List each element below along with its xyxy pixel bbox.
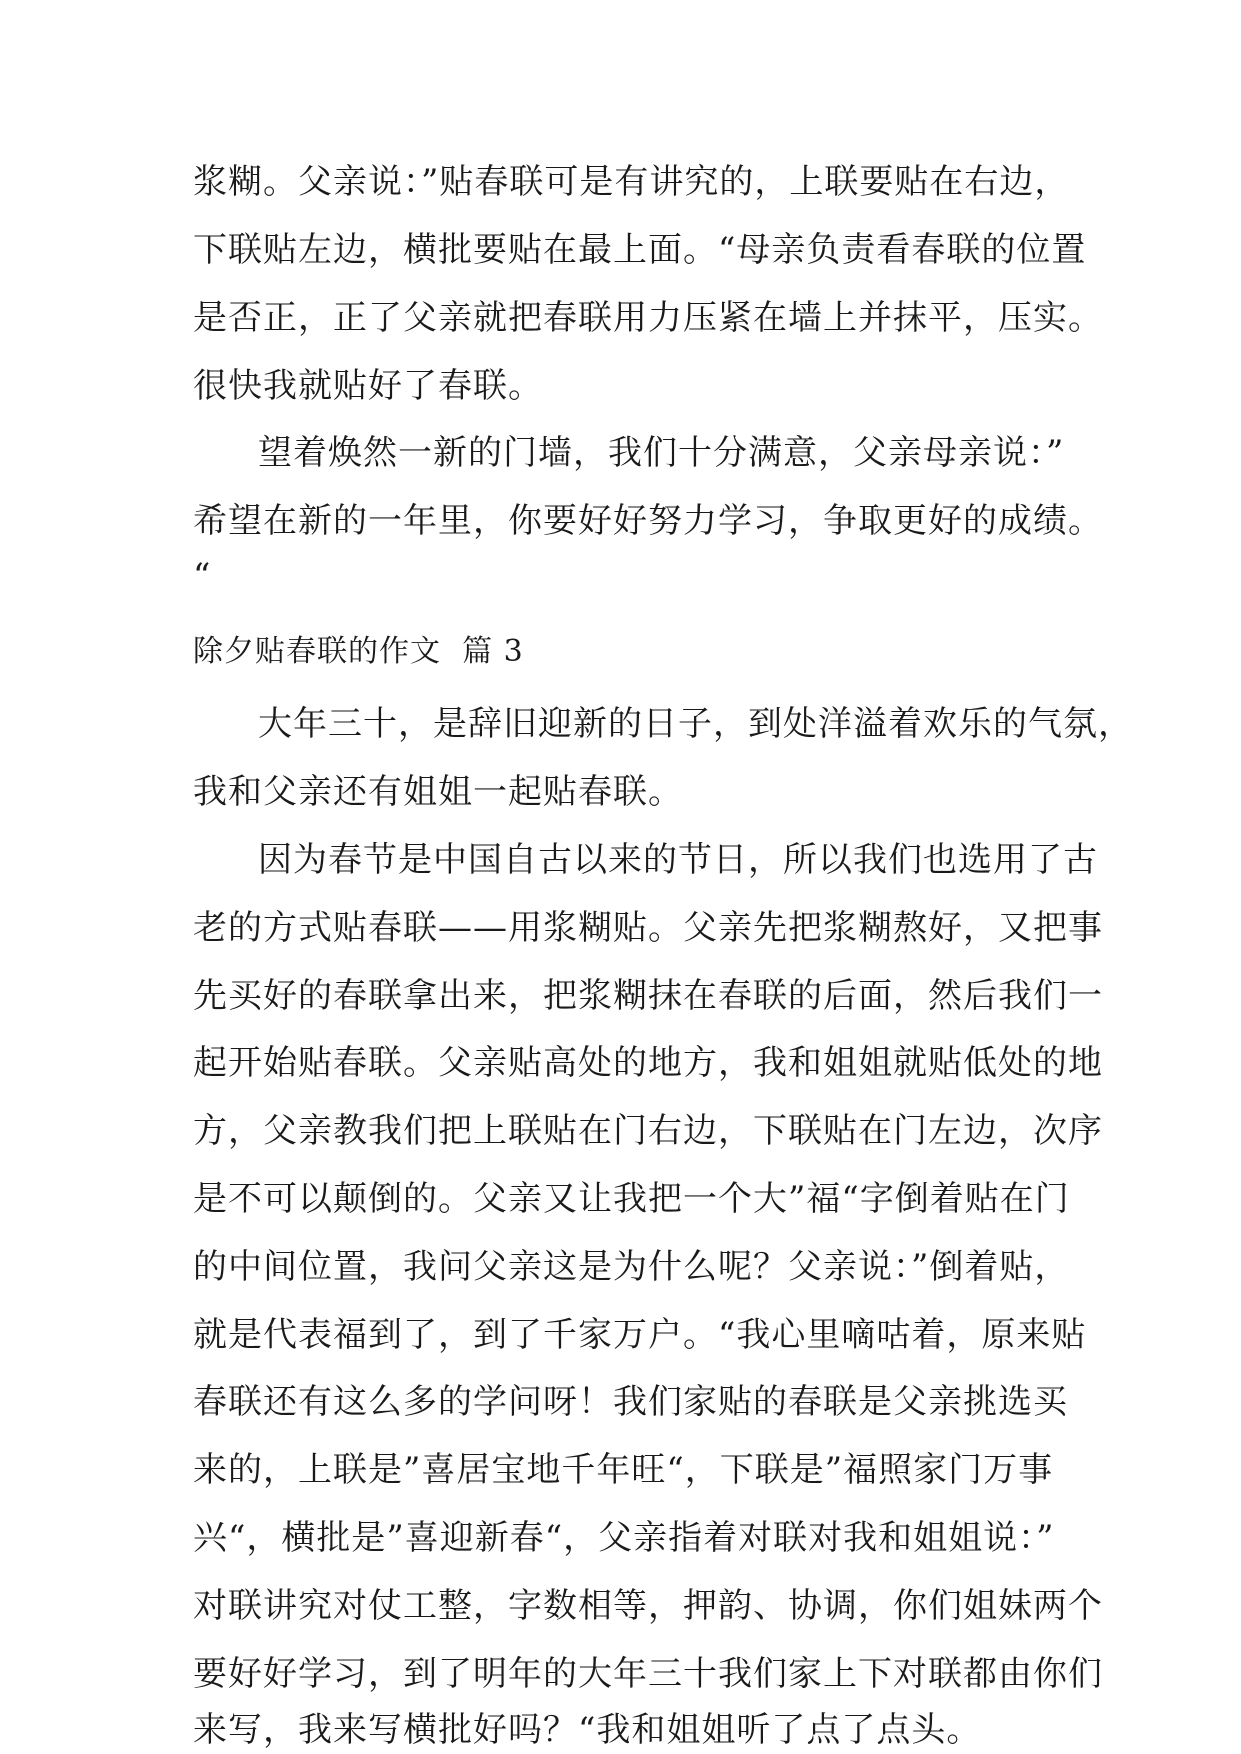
paragraph-line: 要好好学习，到了明年的大年三十我们家上下对联都由你们 [193, 1654, 1103, 1694]
paragraph-line: 来的，上联是”喜居宝地千年旺“，下联是”福照家门万事 [193, 1450, 1054, 1490]
paragraph-line: 方，父亲教我们把上联贴在门右边，下联贴在门左边，次序 [193, 1111, 1103, 1151]
paragraph-line: 希望在新的一年里，你要好好努力学习，争取更好的成绩。 [193, 501, 1103, 541]
paragraph-line: 春联还有这么多的学问呀！我们家贴的春联是父亲挑选买 [193, 1382, 1068, 1422]
paragraph-line: 老的方式贴春联——用浆糊贴。父亲先把浆糊熬好，又把事 [193, 908, 1103, 948]
paragraph-line: 就是代表福到了，到了千家万户。“我心里嘀咕着，原来贴 [193, 1315, 1087, 1355]
paragraph-line: 望着焕然一新的门墙，我们十分满意，父亲母亲说：” [258, 433, 1065, 473]
paragraph-line: 先买好的春联拿出来，把浆糊抹在春联的后面，然后我们一 [193, 976, 1103, 1016]
section-heading: 除夕贴春联的作文 篇 3 [193, 634, 524, 669]
paragraph-line: 很快我就贴好了春联。 [193, 366, 543, 406]
paragraph-line: 是否正，正了父亲就把春联用力压紧在墙上并抹平，压实。 [193, 298, 1103, 338]
paragraph-line: 来写，我来写横批好吗？“我和姐姐听了点了点头。 [193, 1710, 982, 1750]
paragraph-line: 是不可以颠倒的。父亲又让我把一个大”福“字倒着贴在门 [193, 1179, 1070, 1219]
paragraph-line: 兴“，横批是”喜迎新春“，父亲指着对联对我和姐姐说：” [193, 1518, 1055, 1558]
paragraph-line: 大年三十，是辞旧迎新的日子，到处洋溢着欢乐的气氛， [258, 704, 1133, 744]
paragraph-line: 起开始贴春联。父亲贴高处的地方，我和姐姐就贴低处的地 [193, 1043, 1103, 1083]
paragraph-line: 因为春节是中国自古以来的节日，所以我们也选用了古 [258, 840, 1098, 880]
paragraph-line: “ [193, 556, 212, 596]
paragraph-line: 下联贴左边，横批要贴在最上面。“母亲负责看春联的位置 [193, 230, 1087, 270]
paragraph-line: 浆糊。父亲说：”贴春联可是有讲究的，上联要贴在右边， [193, 162, 1070, 202]
paragraph-line: 我和父亲还有姐姐一起贴春联。 [193, 772, 683, 812]
paragraph-line: 的中间位置，我问父亲这是为什么呢？父亲说：”倒着贴， [193, 1247, 1070, 1287]
paragraph-line: 对联讲究对仗工整，字数相等，押韵、协调，你们姐妹两个 [193, 1586, 1103, 1626]
